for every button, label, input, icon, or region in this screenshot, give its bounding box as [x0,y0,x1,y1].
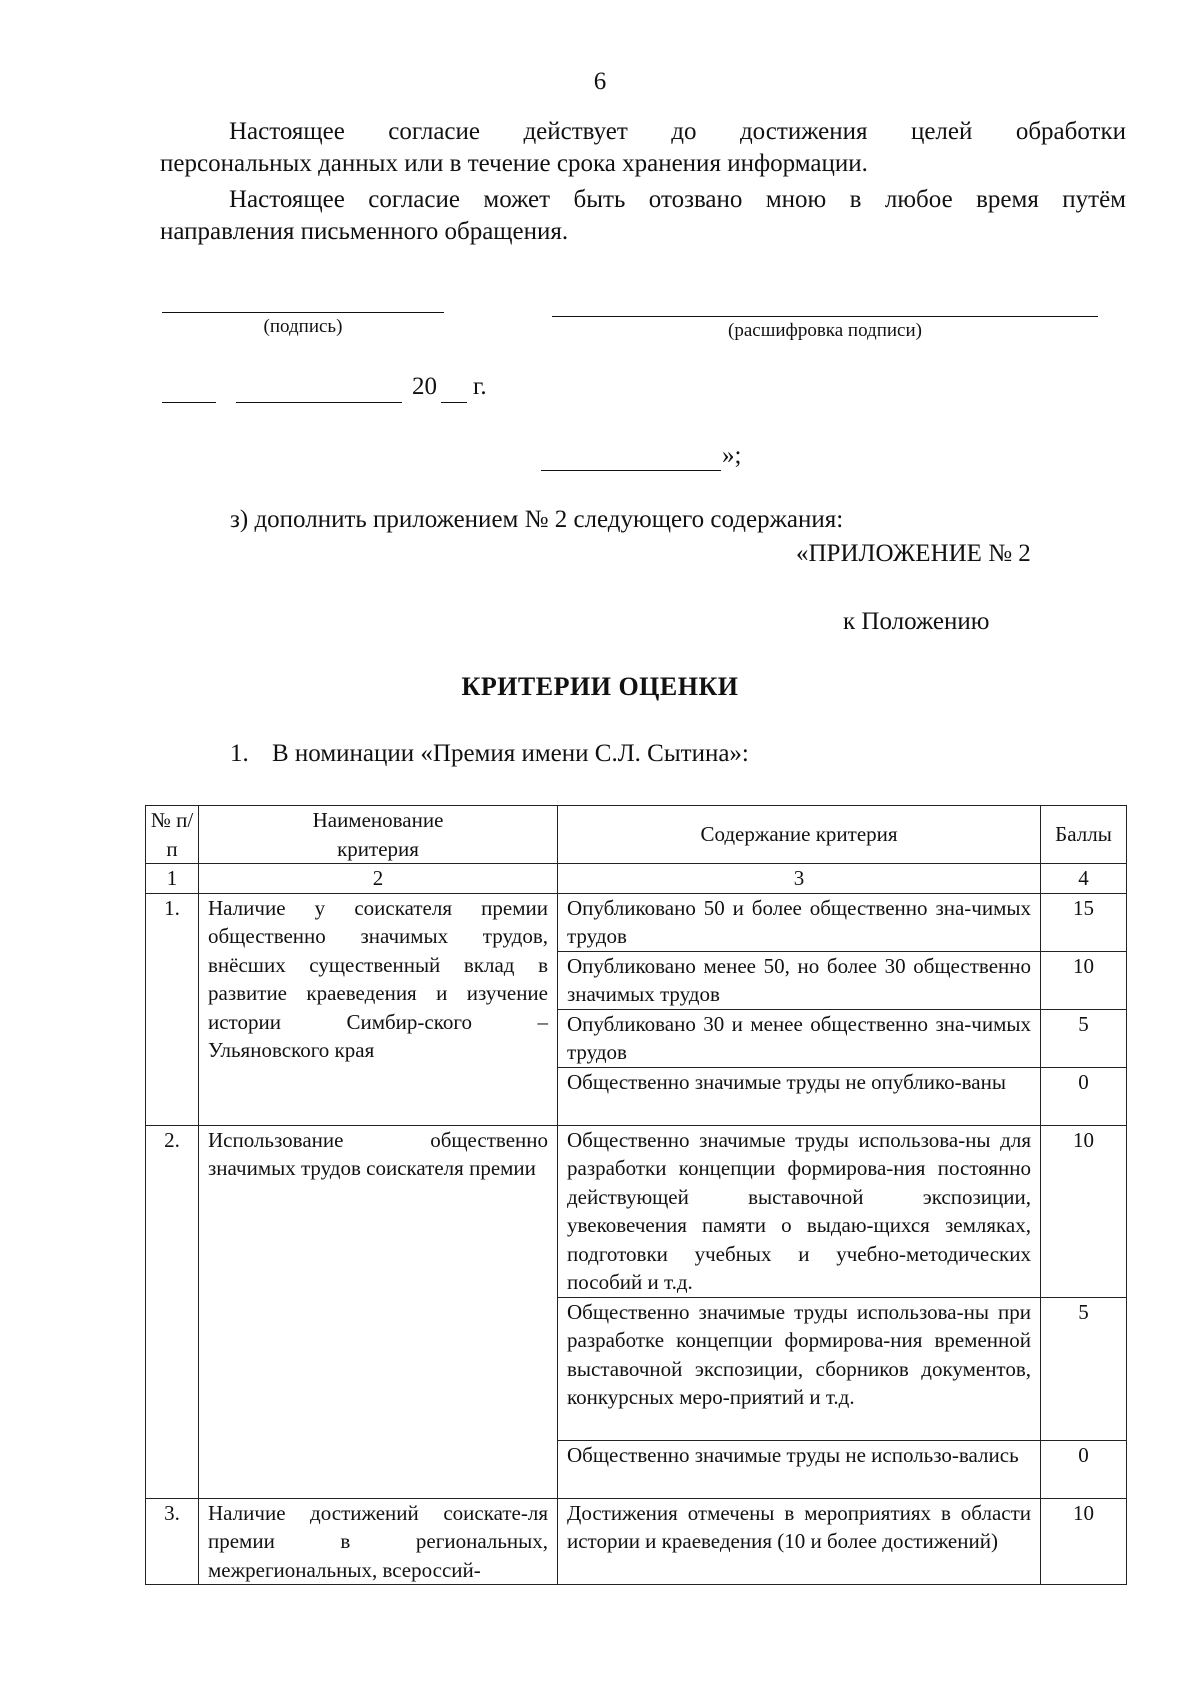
row-3-number: 3. [146,1498,199,1585]
header-content: Содержание критерия [558,806,1041,864]
consent-paragraph-2-line-1: Настоящее согласие может быть отозвано мною в любое время путём [229,186,1126,213]
col-number-4: 4 [1041,864,1127,894]
date-year-suffix: г. [473,373,487,400]
date-year-line [441,402,467,403]
row-1-criterion-name: Наличие у соискателя премии общественно значимых трудов, внёсших существенный вклад в развитие краеведения и изучение истории Симбир-ского – Ульяновского края [199,893,558,1125]
row-2-criterion-3-text: Общественно значимые труды не использо-вались [558,1440,1041,1498]
row-3-criterion-1-text: Достижения отмечены в мероприятиях в области истории и краеведения (10 и более достижений) [558,1498,1041,1585]
col-number-3: 3 [558,864,1041,894]
document-title: КРИТЕРИИ ОЦЕНКИ [461,672,739,701]
row-2-criterion-1-points: 10 [1041,1125,1127,1297]
signature-line [162,312,444,313]
row-3-criterion-1-points: 10 [1041,1498,1127,1585]
date-year-prefix: 20 [412,373,437,400]
consent-paragraph-1-line-1: Настоящее согласие действует до достижения целей обработки [229,118,1126,145]
row-2-criterion-2-text: Общественно значимые труды использова-ны при разработке концепции формирова-ния временной выставочной экспозиции, сборников документов, конкурсных меро-приятий и т.д. [558,1297,1041,1440]
col-number-2: 2 [199,864,558,894]
row-1-number: 1. [146,893,199,1125]
row-2-criterion-2-points: 5 [1041,1297,1127,1440]
row-2-criterion-3-points: 0 [1041,1440,1127,1498]
page-number: 6 [593,68,607,95]
consent-paragraph-1 [160,116,1126,180]
consent-paragraph-1-line-2: персональных данных или в течение срока хранения информации. [160,150,868,177]
row-1-criterion-2-text: Опубликовано менее 50, но более 30 общественно значимых трудов [558,951,1041,1009]
table-row [146,893,1127,951]
signature-decoding-line [552,316,1098,317]
row-3-criterion-name: Наличие достижений соискате-ля премии в региональных, межрегиональных, всероссий- [199,1498,558,1585]
row-1-criterion-3-text: Опубликовано 30 и менее общественно зна-чимых трудов [558,1009,1041,1067]
table-row [146,1125,1127,1297]
date-day-line [162,402,216,403]
row-2-number: 2. [146,1125,199,1498]
table-column-numbers-row [146,864,1127,894]
row-1-criterion-3-points: 5 [1041,1009,1127,1067]
header-name: Наименование критерия [199,806,558,864]
closing-blank-line [541,470,721,471]
nomination-number: 1. [230,740,249,767]
table-row [146,1498,1127,1585]
signature-caption: (подпись) [263,316,343,337]
header-num: № п/п [146,806,199,864]
signature-decoding-caption: (расшифровка подписи) [728,320,922,341]
appendix-reference: к Положению [843,608,990,635]
row-1-criterion-1-points: 15 [1041,893,1127,951]
nomination-heading: В номинации «Премия имени С.Л. Сытина»: [272,740,749,767]
header-points: Баллы [1041,806,1127,864]
amendment-item: з) дополнить приложением № 2 следующего содержания: [230,506,844,533]
row-1-criterion-2-points: 10 [1041,951,1127,1009]
closing-mark: »; [722,442,742,469]
consent-paragraph-2-line-2: направления письменного обращения. [160,218,569,245]
row-1-criterion-1-text: Опубликовано 50 и более общественно зна-чимых трудов [558,893,1041,951]
row-2-criterion-1-text: Общественно значимые труды использова-ны для разработки концепции формирова-ния постоянно действующей выставочной экспозиции, увековечения памяти о выдаю-щихся земляках, подготовки учебных и учебно-методических пособий и т.д. [558,1125,1041,1297]
row-2-criterion-name: Использование общественно значимых трудов соискателя премии [199,1125,558,1498]
consent-paragraph-2 [160,184,1126,248]
appendix-label: «ПРИЛОЖЕНИЕ № 2 [796,540,1031,567]
table-header-row [146,806,1127,864]
criteria-table [145,805,1127,1585]
date-month-line [236,402,402,403]
row-1-criterion-4-text: Общественно значимые труды не опублико-ваны [558,1067,1041,1125]
row-1-criterion-4-points: 0 [1041,1067,1127,1125]
col-number-1: 1 [146,864,199,894]
